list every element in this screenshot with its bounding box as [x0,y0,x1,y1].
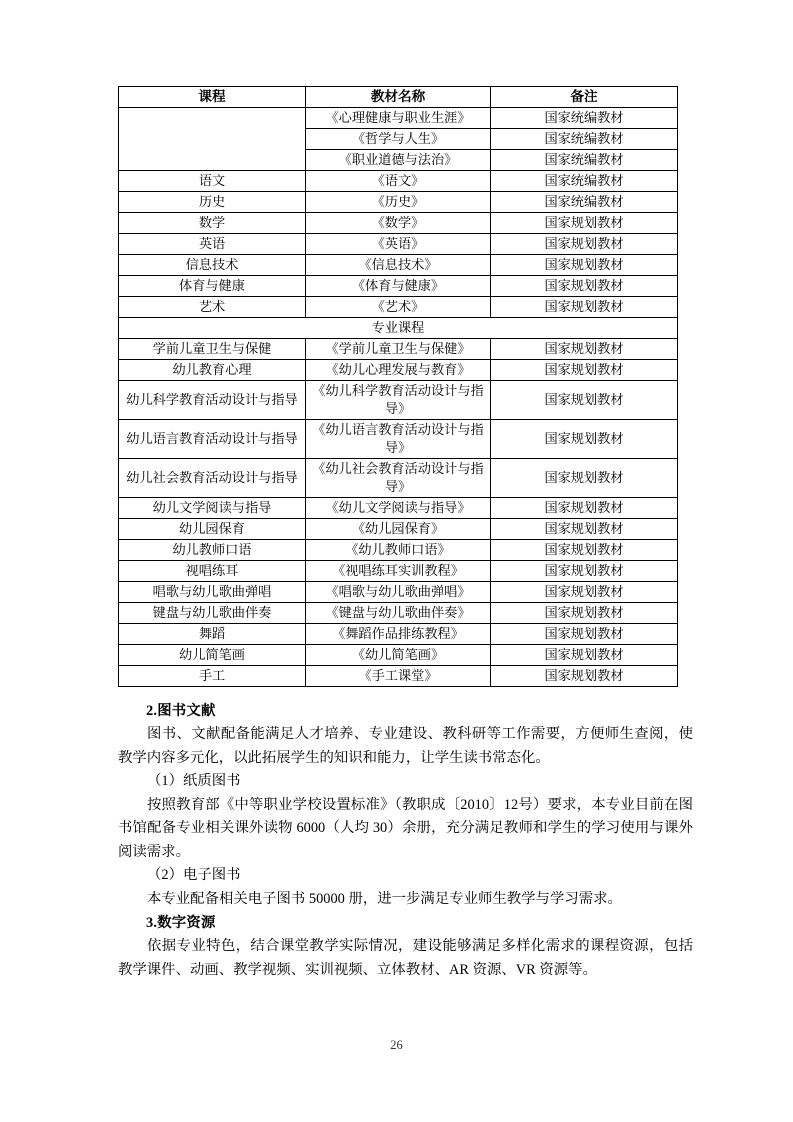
column-header-course: 课程 [119,87,306,108]
cell-book: 《心理健康与职业生涯》 [306,108,491,129]
table-row [119,645,678,666]
cell-book: 《幼儿园保育》 [306,519,491,540]
cell-remark: 国家规划教材 [491,276,678,297]
cell-book: 《语文》 [306,171,491,192]
cell-book: 《键盘与幼儿歌曲伴奏》 [306,603,491,624]
cell-remark: 国家规划教材 [491,255,678,276]
table-row [119,498,678,519]
table-row [119,381,678,420]
table-row [119,360,678,381]
body-content [118,699,693,982]
cell-remark: 国家规划教材 [491,420,678,459]
label-paper-books: （1）纸质图书 [147,773,241,789]
table-row [119,276,678,297]
cell-book: 《幼儿教师口语》 [306,540,491,561]
table-row [119,561,678,582]
table-row [119,171,678,192]
cell-remark: 国家规划教材 [491,234,678,255]
table-row [119,339,678,360]
cell-remark: 国家规划教材 [491,540,678,561]
cell-course: 英语 [119,234,306,255]
cell-book: 《学前儿童卫生与保健》 [306,339,491,360]
table-row [119,582,678,603]
heading-books-literature: 2.图书文献 [146,703,216,719]
cell-remark: 国家规划教材 [491,519,678,540]
cell-course: 手工 [119,666,306,687]
cell-book: 《数学》 [306,213,491,234]
paragraph-electronic-books: 本专业配备相关电子图书 50000 册，进一步满足专业师生教学与学习需求。 [147,890,622,907]
cell-course: 幼儿科学教育活动设计与指导 [119,381,306,420]
paragraph-paper-books: 按照教育部《中等职业学校设置标准》（教职成〔2010〕12号）要求，本专业目前在图书馆配备专业相关课外读物 6000（人均 30）余册，充分满足教师和学生的学习使用与课外阅读需求。 [118,796,693,860]
table-row [119,108,678,129]
cell-remark: 国家规划教材 [491,561,678,582]
cell-course: 艺术 [119,297,306,318]
column-header-book: 教材名称 [306,87,491,108]
table-section-heading-row [119,318,678,339]
cell-book: 《幼儿文学阅读与指导》 [306,498,491,519]
cell-course: 幼儿简笔画 [119,645,306,666]
cell-remark: 国家统编教材 [491,171,678,192]
table-row [119,297,678,318]
cell-book: 《舞蹈作品排练教程》 [306,624,491,645]
cell-course: 幼儿文学阅读与指导 [119,498,306,519]
section-heading-major-courses: 专业课程 [119,318,678,339]
cell-book: 《视唱练耳实训教程》 [306,561,491,582]
cell-course: 唱歌与幼儿歌曲弹唱 [119,582,306,603]
table-row [119,519,678,540]
cell-remark: 国家统编教材 [491,108,678,129]
cell-course: 学前儿童卫生与保健 [119,339,306,360]
paragraph-digital-resources: 依据专业特色，结合课堂教学实际情况，建设能够满足多样化需求的课程资源，包括教学课件、动画、教学视频、实训视频、立体教材、AR 资源、VR 资源等。 [118,938,693,978]
cell-book: 《幼儿心理发展与教育》 [306,360,491,381]
cell-book: 《幼儿科学教育活动设计与指导》 [306,381,491,420]
cell-book: 《幼儿简笔画》 [306,645,491,666]
cell-book: 《幼儿语言教育活动设计与指导》 [306,420,491,459]
cell-book: 《历史》 [306,192,491,213]
paragraph-books-literature: 图书、文献配备能满足人才培养、专业建设、教科研等工作需要，方便师生查阅，使教学内容多元化，以此拓展学生的知识和能力，让学生读书常态化。 [118,726,693,766]
cell-course: 幼儿教师口语 [119,540,306,561]
cell-book: 《哲学与人生》 [306,129,491,150]
table-row [119,624,678,645]
cell-course-blank [119,108,306,171]
cell-course: 体育与健康 [119,276,306,297]
cell-course: 信息技术 [119,255,306,276]
table-row [119,213,678,234]
cell-remark: 国家规划教材 [491,459,678,498]
cell-course: 幼儿语言教育活动设计与指导 [119,420,306,459]
cell-book: 《艺术》 [306,297,491,318]
cell-remark: 国家规划教材 [491,645,678,666]
cell-remark: 国家统编教材 [491,192,678,213]
cell-remark: 国家规划教材 [491,582,678,603]
table-header-row [119,87,678,108]
table-header [119,87,678,108]
table-row [119,666,678,687]
cell-remark: 国家规划教材 [491,603,678,624]
cell-course: 数学 [119,213,306,234]
cell-course: 舞蹈 [119,624,306,645]
page-number: 26 [390,1038,403,1052]
cell-course: 历史 [119,192,306,213]
table-row [119,420,678,459]
cell-remark: 国家规划教材 [491,381,678,420]
cell-remark: 国家统编教材 [491,129,678,150]
table-row [119,459,678,498]
cell-book: 《职业道德与法治》 [306,150,491,171]
cell-course: 键盘与幼儿歌曲伴奏 [119,603,306,624]
table-row [119,540,678,561]
column-header-remark: 备注 [491,87,678,108]
heading-digital-resources: 3.数字资源 [146,915,216,931]
cell-book: 《幼儿社会教育活动设计与指导》 [306,459,491,498]
textbook-list-table [118,86,678,687]
cell-book: 《唱歌与幼儿歌曲弹唱》 [306,582,491,603]
table-row [119,255,678,276]
cell-remark: 国家规划教材 [491,297,678,318]
cell-remark: 国家规划教材 [491,360,678,381]
cell-course: 语文 [119,171,306,192]
cell-course: 幼儿社会教育活动设计与指导 [119,459,306,498]
table-row [119,603,678,624]
cell-remark: 国家规划教材 [491,498,678,519]
table-row [119,192,678,213]
cell-remark: 国家规划教材 [491,666,678,687]
cell-course: 视唱练耳 [119,561,306,582]
cell-remark: 国家规划教材 [491,339,678,360]
cell-book: 《英语》 [306,234,491,255]
cell-book: 《信息技术》 [306,255,491,276]
cell-remark: 国家规划教材 [491,213,678,234]
cell-course: 幼儿园保育 [119,519,306,540]
cell-remark: 国家统编教材 [491,150,678,171]
cell-book: 《手工课堂》 [306,666,491,687]
label-electronic-books: （2）电子图书 [147,867,241,883]
cell-course: 幼儿教育心理 [119,360,306,381]
cell-remark: 国家规划教材 [491,624,678,645]
table-body [119,108,678,687]
table-row [119,234,678,255]
cell-book: 《体育与健康》 [306,276,491,297]
